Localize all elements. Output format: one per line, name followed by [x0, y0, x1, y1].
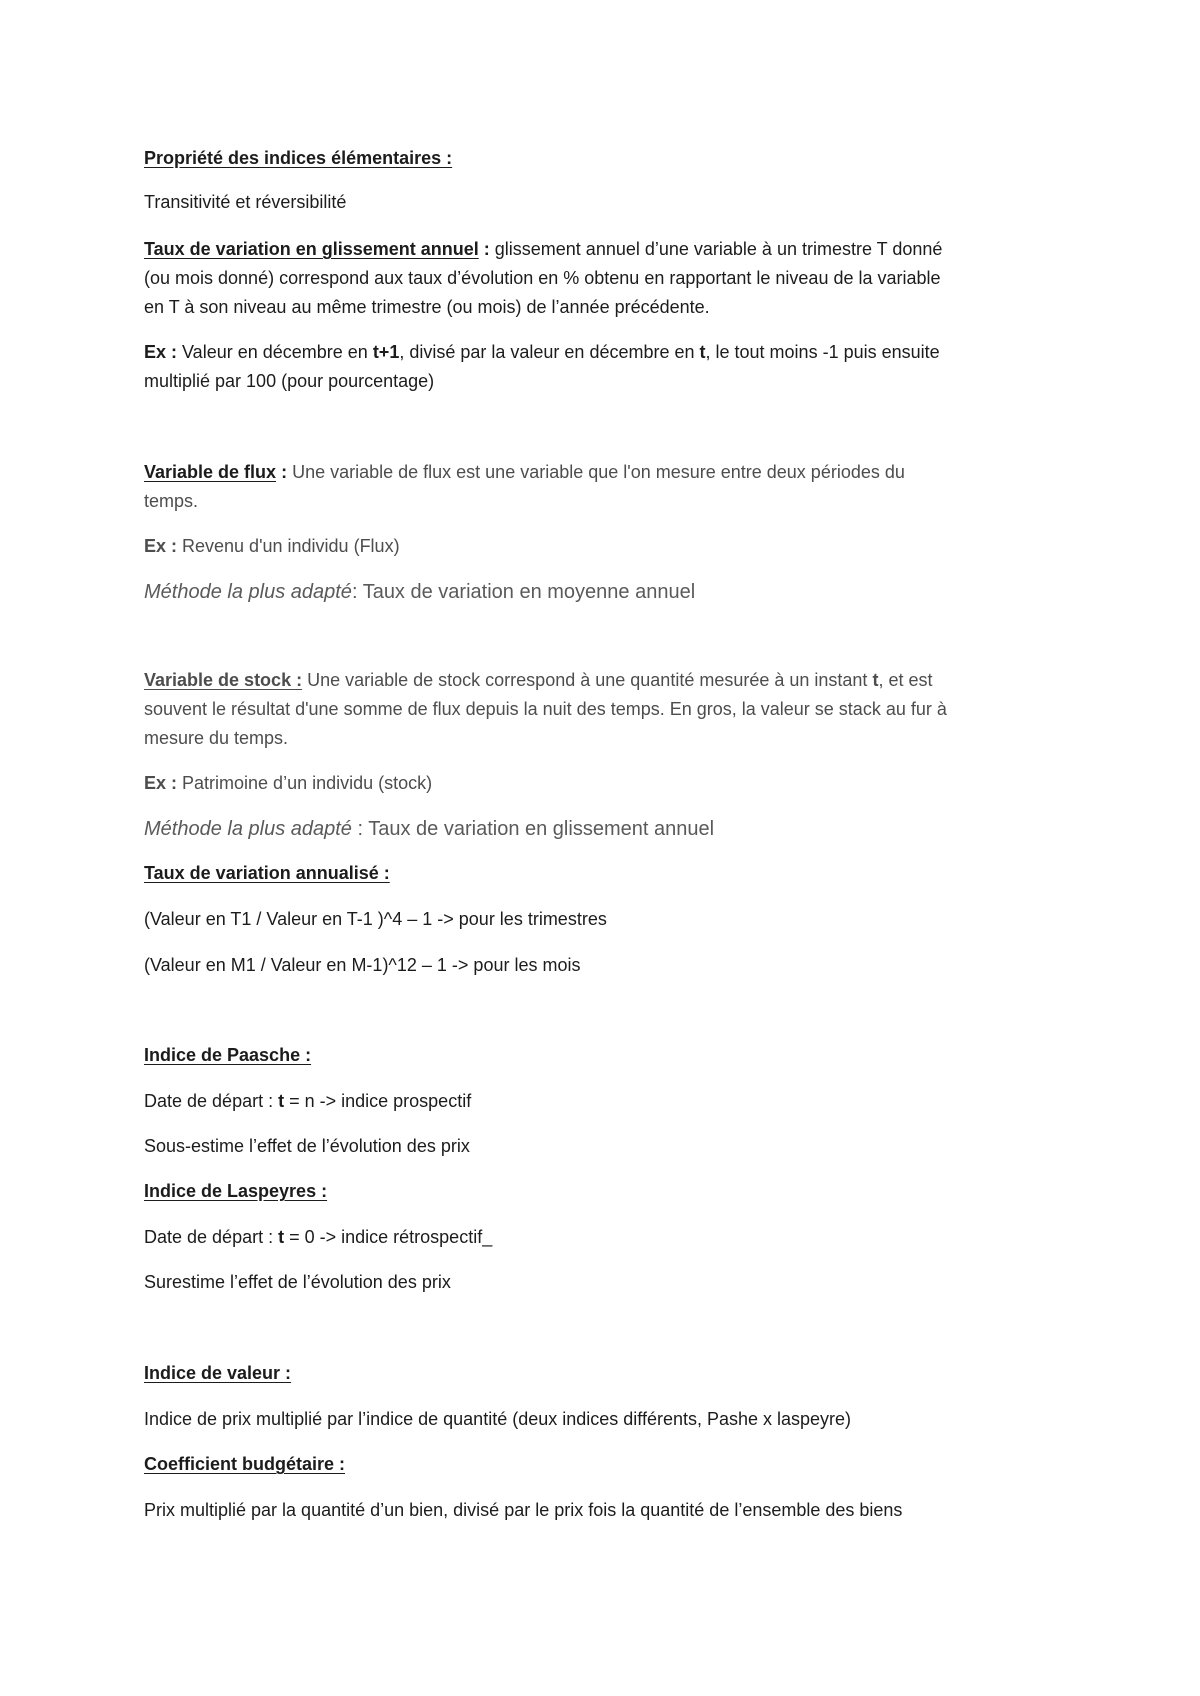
glissement-example-line2: multiplié par 100 (pour pourcentage) — [144, 371, 435, 391]
flux-method — [144, 578, 1064, 607]
laspeyres-heading-text: Indice de Laspeyres : — [144, 1181, 328, 1201]
flux-text: Une variable de flux est une variable que l'on mesure entre deux périodes du — [287, 462, 905, 482]
example-text-3: , le tout moins -1 puis ensuite — [705, 342, 940, 362]
valeur-text: Indice de prix multiplié par l’indice de quantité (deux indices différents, Pashe x laspeyre) — [144, 1409, 852, 1429]
paasche-effect: Sous-estime l’effet de l’évolution des prix — [144, 1136, 470, 1156]
stock-paragraph-line1 — [144, 666, 1064, 695]
flux-paragraph-line1 — [144, 458, 1064, 487]
budgetaire-heading — [144, 1450, 1064, 1479]
paasche-date-label: Date de départ : — [144, 1091, 274, 1111]
valeur-heading-text: Indice de valeur : — [144, 1363, 292, 1383]
flux-colon: : — [276, 462, 288, 482]
laspeyres-heading — [144, 1177, 1064, 1206]
budgetaire-heading-text: Coefficient budgétaire : — [144, 1454, 346, 1474]
stock-example-text: Patrimoine d’un individu (stock) — [177, 773, 433, 793]
text-transitivite: Transitivité et réversibilité — [144, 192, 347, 212]
example-text: Valeur en décembre en — [177, 342, 373, 362]
flux-method-text: : Taux de variation en moyenne annuel — [351, 581, 696, 603]
flux-example-text: Revenu d'un individu (Flux) — [177, 536, 400, 556]
stock-method-text: : Taux de variation en glissement annuel — [351, 818, 715, 840]
flux-paragraph-line2: temps. — [144, 491, 199, 511]
glissement-paragraph-line2: (ou mois donné) correspond aux taux d’évolution en % obtenu en rapportant le niveau de la variable — [144, 268, 941, 288]
stock-text-2: , et est — [878, 670, 933, 690]
example-text-2: , divisé par la valeur en décembre en — [399, 342, 700, 362]
annualise-formula-mois: (Valeur en M1 / Valeur en M-1)^12 – 1 -> pour les mois — [144, 955, 581, 975]
glissement-heading: Taux de variation en glissement annuel — [144, 239, 479, 259]
valeur-heading — [144, 1359, 1064, 1388]
stock-paragraph-line2: souvent le résultat d'une somme de flux depuis la nuit des temps. En gros, la valeur se stack au fur à — [144, 699, 947, 719]
heading-text: Propriété des indices élémentaires : — [144, 148, 453, 168]
stock-paragraph-line3: mesure du temps. — [144, 728, 289, 748]
example-label: Ex : — [144, 342, 178, 362]
example-t: t — [699, 342, 706, 362]
laspeyres-date-rest: = 0 -> indice rétrospectif_ — [284, 1227, 493, 1247]
stock-text: Une variable de stock correspond à une quantité mesurée à un instant — [302, 670, 873, 690]
paasche-date — [144, 1087, 1064, 1116]
glissement-colon: : — [478, 239, 490, 259]
example-t1: t+1 — [372, 342, 400, 362]
stock-example-label: Ex : — [144, 773, 178, 793]
annualise-heading-text: Taux de variation annualisé : — [144, 863, 390, 883]
paasche-heading-text: Indice de Paasche : — [144, 1045, 312, 1065]
stock-example — [144, 769, 1064, 798]
glissement-paragraph-line1 — [144, 235, 1064, 264]
flux-method-label: Méthode la plus adapté — [144, 581, 352, 603]
glissement-example-line1 — [144, 338, 1064, 367]
paasche-date-t: t — [273, 1091, 285, 1111]
flux-example-label: Ex : — [144, 536, 178, 556]
stock-heading: Variable de stock : — [144, 670, 303, 690]
paasche-heading — [144, 1041, 1064, 1070]
stock-t: t — [872, 670, 879, 690]
annualise-heading — [144, 859, 1064, 888]
annualise-formula-trimestres: (Valeur en T1 / Valeur en T-1 )^4 – 1 -> pour les trimestres — [144, 909, 607, 929]
laspeyres-date-label: Date de départ : — [144, 1227, 274, 1247]
laspeyres-date — [144, 1223, 1064, 1252]
paasche-date-rest: = n -> indice prospectif — [284, 1091, 472, 1111]
budgetaire-text: Prix multiplié par la quantité d’un bien, divisé par le prix fois la quantité de l’ensemble des biens — [144, 1500, 903, 1520]
stock-method-label: Méthode la plus adapté — [144, 818, 352, 840]
heading-proprietes — [144, 144, 1064, 173]
flux-example — [144, 532, 1064, 561]
laspeyres-effect: Surestime l’effet de l’évolution des prix — [144, 1272, 451, 1292]
stock-method — [144, 815, 1064, 844]
laspeyres-date-t: t — [273, 1227, 285, 1247]
flux-heading: Variable de flux — [144, 462, 277, 482]
glissement-text: glissement annuel d’une variable à un trimestre T donné — [489, 239, 943, 259]
glissement-paragraph-line3: en T à son niveau au même trimestre (ou mois) de l’année précédente. — [144, 297, 710, 317]
